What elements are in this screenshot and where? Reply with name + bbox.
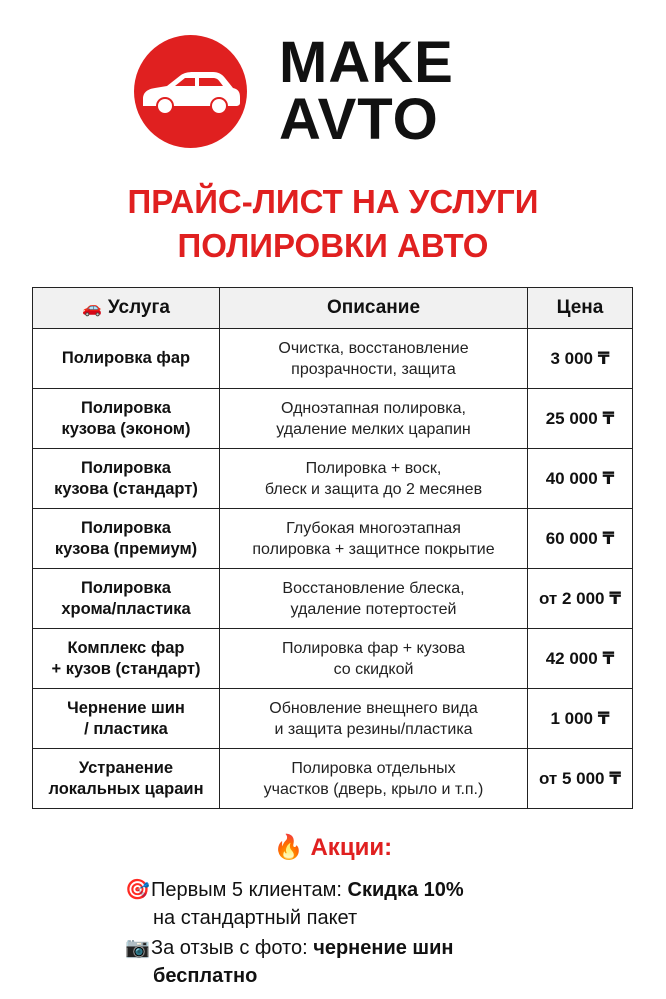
service-cell-line: / пластика bbox=[84, 719, 168, 738]
description-cell-line: со скидкой bbox=[333, 660, 414, 678]
service-cell-line: + кузов (стандарт) bbox=[51, 659, 201, 678]
service-cell-line: Полировка bbox=[81, 518, 171, 537]
promo-2-line2: бесплатно bbox=[153, 965, 258, 987]
price-cell: от 2 000 ₸ bbox=[528, 569, 633, 629]
logo-circle bbox=[134, 35, 247, 148]
description-cell-line: блеск и защита до 2 месянев bbox=[264, 480, 483, 498]
service-cell-line: Полировка bbox=[81, 398, 171, 417]
promo-2-bold: чернение шин bbox=[313, 937, 454, 959]
description-cell-line: Глубокая многоэтапная bbox=[286, 519, 461, 537]
promo-1-line2: на стандартный пакет bbox=[153, 907, 358, 929]
service-cell-line: локальных цараин bbox=[48, 779, 204, 798]
description-cell-line: Одноэтапная полировка, bbox=[280, 399, 466, 417]
service-cell-line: кузова (стандарт) bbox=[54, 479, 198, 498]
price-cell: 60 000 ₸ bbox=[528, 509, 633, 569]
service-cell bbox=[33, 449, 220, 509]
promo-item-discount bbox=[125, 876, 464, 932]
price-table bbox=[32, 287, 633, 809]
table-row bbox=[33, 389, 633, 449]
header-description: Описание bbox=[220, 288, 528, 329]
service-cell bbox=[33, 749, 220, 809]
description-cell bbox=[220, 449, 528, 509]
service-cell-line: кузова (эконом) bbox=[61, 419, 191, 438]
page-title bbox=[0, 180, 666, 268]
brand-line-2: AVTO bbox=[279, 86, 439, 152]
header-service bbox=[33, 288, 220, 329]
promo-title bbox=[0, 833, 666, 862]
service-cell-line: Полировка фар bbox=[61, 349, 191, 367]
header-service-label: Услуга bbox=[107, 297, 170, 318]
car-icon bbox=[139, 67, 243, 117]
car-wash-icon: 🚗 bbox=[82, 300, 102, 317]
description-cell bbox=[220, 749, 528, 809]
description-cell-line: Восстановление блеска, bbox=[282, 579, 465, 597]
promo-item-review bbox=[125, 934, 453, 990]
service-cell-line: кузова (премиум) bbox=[54, 539, 198, 558]
description-cell-line: Полировка отдельных bbox=[291, 759, 456, 777]
target-icon: 🎯 bbox=[125, 879, 150, 901]
service-cell-line: Устранение bbox=[78, 758, 174, 777]
table-row bbox=[33, 509, 633, 569]
service-cell-line: Чернение шин bbox=[67, 698, 185, 717]
service-cell bbox=[33, 629, 220, 689]
description-cell-line: Обновление внещнего вида bbox=[269, 699, 478, 717]
camera-icon: 📷 bbox=[125, 937, 150, 959]
description-cell-line: удаление мелких царапин bbox=[276, 420, 471, 438]
description-cell-line: прозрачности, защита bbox=[291, 360, 456, 378]
description-cell-line: и защита резины/пластика bbox=[274, 720, 473, 738]
service-cell-line: Полировка bbox=[81, 578, 171, 597]
service-cell bbox=[33, 569, 220, 629]
promo-1-text: Первым 5 клиентам: bbox=[151, 879, 348, 901]
price-cell: 42 000 ₸ bbox=[528, 629, 633, 689]
description-cell-line: удаление потертостей bbox=[290, 600, 457, 618]
table-body bbox=[33, 329, 633, 809]
description-cell bbox=[220, 509, 528, 569]
description-cell bbox=[220, 569, 528, 629]
brand-line-1: MAKE bbox=[279, 30, 454, 95]
promo-2-text: За отзыв с фото: bbox=[151, 937, 314, 959]
table-row bbox=[33, 689, 633, 749]
title-line-2: ПОЛИРОВКИ АВТО bbox=[177, 227, 489, 264]
description-cell bbox=[220, 629, 528, 689]
promo-title-label: Акции: bbox=[310, 834, 393, 861]
price-cell: 25 000 ₸ bbox=[528, 389, 633, 449]
promo-1-bold: Скидка 10% bbox=[347, 879, 464, 901]
description-cell-line: Полировка фар + кузова bbox=[282, 639, 465, 657]
fire-icon: 🔥 bbox=[273, 834, 304, 861]
brand-name bbox=[279, 30, 454, 152]
description-cell-line: полировка + защитнсе покрытие bbox=[252, 540, 495, 558]
service-cell-line: Комплекс фар bbox=[67, 638, 185, 657]
header-price: Цена bbox=[528, 288, 633, 329]
description-cell bbox=[220, 329, 528, 389]
price-cell: 1 000 ₸ bbox=[528, 689, 633, 749]
table-row bbox=[33, 329, 633, 389]
price-cell: 40 000 ₸ bbox=[528, 449, 633, 509]
service-cell bbox=[33, 389, 220, 449]
table-row bbox=[33, 449, 633, 509]
price-cell: от 5 000 ₸ bbox=[528, 749, 633, 809]
price-cell: 3 000 ₸ bbox=[528, 329, 633, 389]
description-cell-line: участков (дверь, крыло и т.п.) bbox=[263, 780, 484, 798]
description-cell-line: Очистка, восстановление bbox=[278, 339, 469, 357]
service-cell bbox=[33, 689, 220, 749]
title-line-1: ПРАЙС-ЛИСТ НА УСЛУГИ bbox=[127, 183, 539, 220]
description-cell bbox=[220, 689, 528, 749]
service-cell bbox=[33, 509, 220, 569]
table-row bbox=[33, 749, 633, 809]
service-cell-line: Полировка bbox=[81, 458, 171, 477]
service-cell bbox=[33, 329, 220, 389]
description-cell-line: Полировка + воск, bbox=[305, 459, 442, 477]
brand-logo bbox=[134, 30, 454, 152]
table-row bbox=[33, 629, 633, 689]
description-cell bbox=[220, 389, 528, 449]
service-cell-line: хрома/пластика bbox=[61, 599, 191, 618]
table-row bbox=[33, 569, 633, 629]
table-header-row bbox=[33, 288, 633, 329]
